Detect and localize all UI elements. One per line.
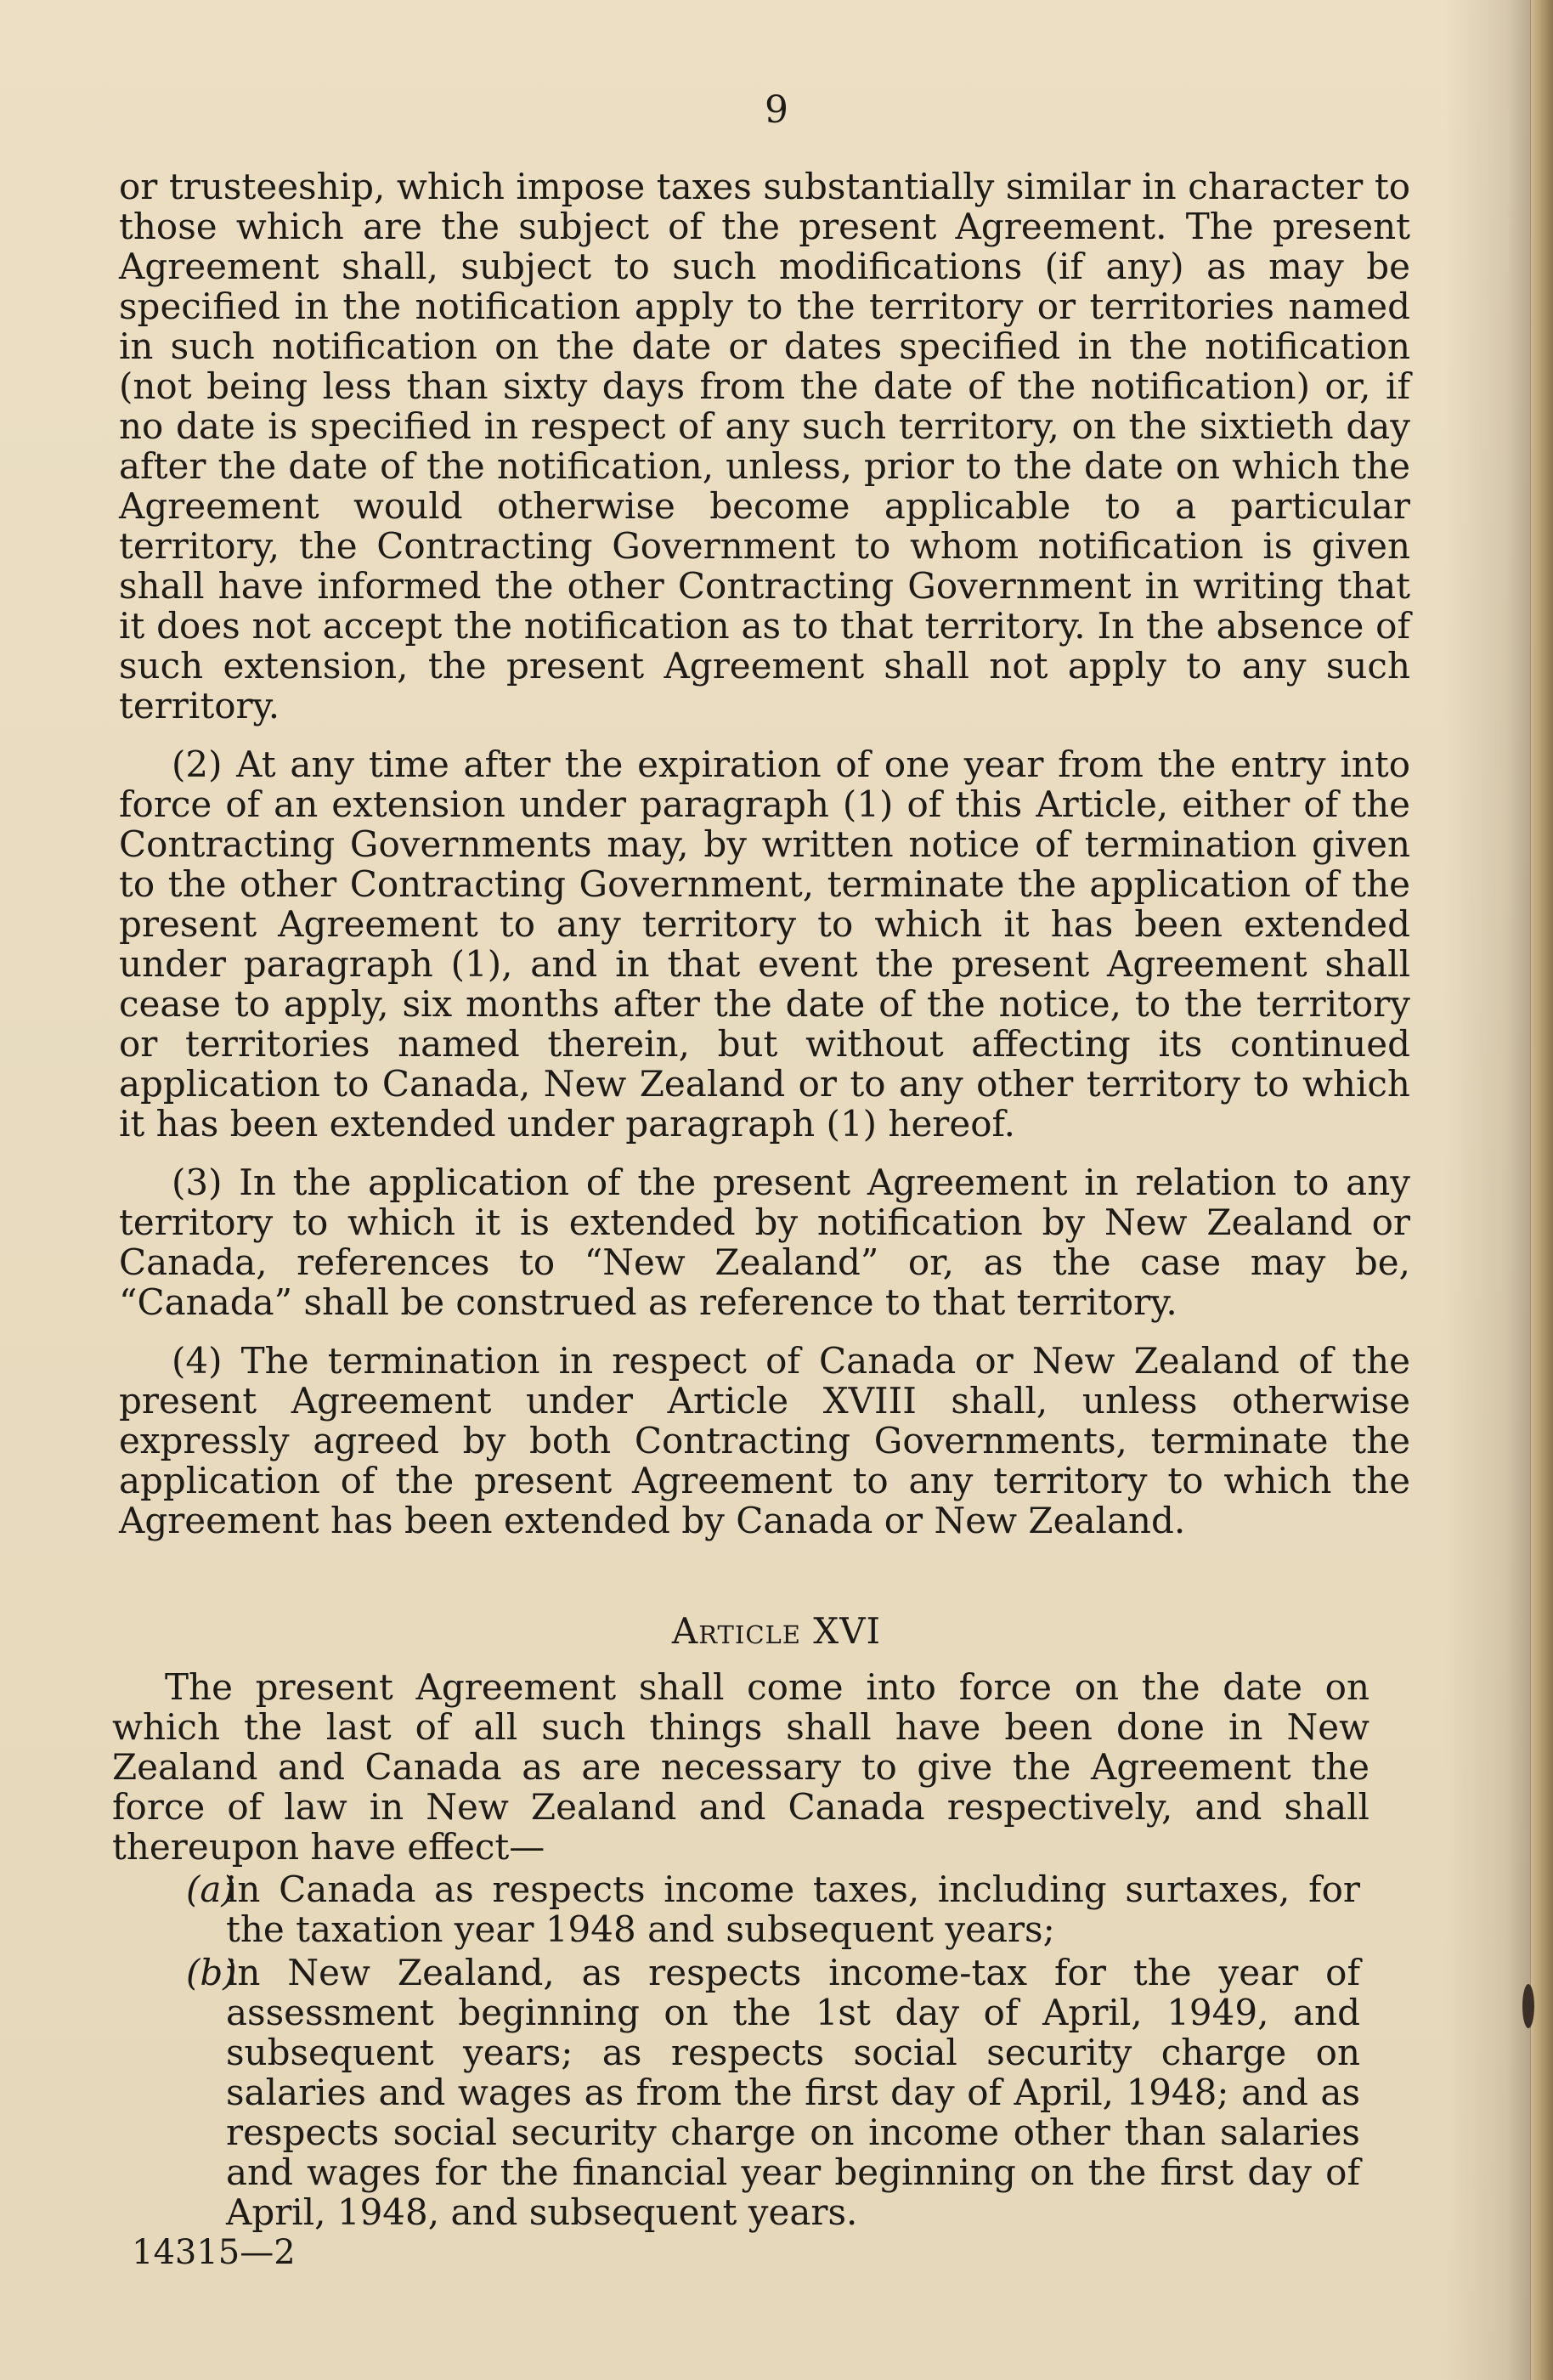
article-intro bbox=[112, 1667, 1369, 1867]
paragraph-2: (2) At any time after the expiration of one year from the entry into force of an extension under paragraph (1) of this Article, either of the Contracting Governments may, by written notice of termination given to the other Contracting Government, terminate the application of the present Agreement to any territory to which it has been extended under paragraph (1), and in that event the present Agreement shall cease to apply, six months after the date of the notice, to the territory or territories named therein, but without affecting its continued application to Canada, New Zealand or to any other territory to which it has been extended under paragraph (1) hereof. bbox=[119, 743, 1410, 1145]
list-text-b: in New Zealand, as respects income-tax for the year of assessment beginning on the 1st day of April, 1949, and subsequent years; as respects social security charge on salaries and wages as from the first day of April, 1948; and as respects social security charge on income other than salaries and wages for the financial year beginning on the first day of April, 1948, and subsequent years. bbox=[226, 1952, 1360, 2233]
list-item-a bbox=[186, 1868, 1360, 1950]
paragraph-continuation: or trusteeship, which impose taxes substantially similar in character to those which are the subject of the present Agreement. The present Agreement shall, subject to such modifications (if any) as may be specified in the notification apply to the territory or territories named in such notification on the date or dates specified in the notification (not being less than sixty days from the date of the notification) or, if no date is specified in respect of any such territory, on the sixtieth day after the date of the notification, unless, prior to the date on which the Agreement would otherwise become applicable to a particular territory, the Contracting Government to whom notification is given shall have informed the other Contracting Government in writing that it does not accept the notification as to that territory. In the absence of such extension, the present Agreement shall not apply to any such territory. bbox=[119, 166, 1410, 726]
list-item-b bbox=[186, 1952, 1360, 2233]
paragraph-4: (4) The termination in respect of Canada or New Zealand of the present Agreement under Article XVIII shall, unless otherwise expressly agreed by both Contracting Governments, terminate the application of the present Agreement to any territory to which the Agreement has been extended by Canada or New Zealand. bbox=[119, 1340, 1410, 1541]
list-marker-b: (b) bbox=[186, 1952, 237, 1993]
article-heading: Article XVI bbox=[671, 1610, 882, 1652]
footer-print-code: 14315—2 bbox=[132, 2233, 296, 2272]
book-spine-edge bbox=[1530, 0, 1553, 2380]
list-marker-a: (a) bbox=[186, 1868, 235, 1910]
page-number: 9 bbox=[765, 88, 788, 132]
binding-mark bbox=[1522, 1984, 1534, 2028]
list-text-a: in Canada as respects income taxes, including surtaxes, for the taxation year 1948 and subsequent years; bbox=[226, 1868, 1360, 1950]
paragraph-3: (3) In the application of the present Agreement in relation to any territory to which it is extended by notification by New Zealand or Canada, references to “New Zealand” or, as the case may be, “Canada” shall be construed as reference to that territory. bbox=[119, 1162, 1410, 1323]
article-intro-text: The present Agreement shall come into force on the date on which the last of all such things shall have been done in New Zealand and Canada as are necessary to give the Agreement the force of law in New Zealand and Canada respectively, and shall thereupon have effect— bbox=[112, 1666, 1369, 1868]
body-text-top bbox=[119, 167, 1410, 1540]
